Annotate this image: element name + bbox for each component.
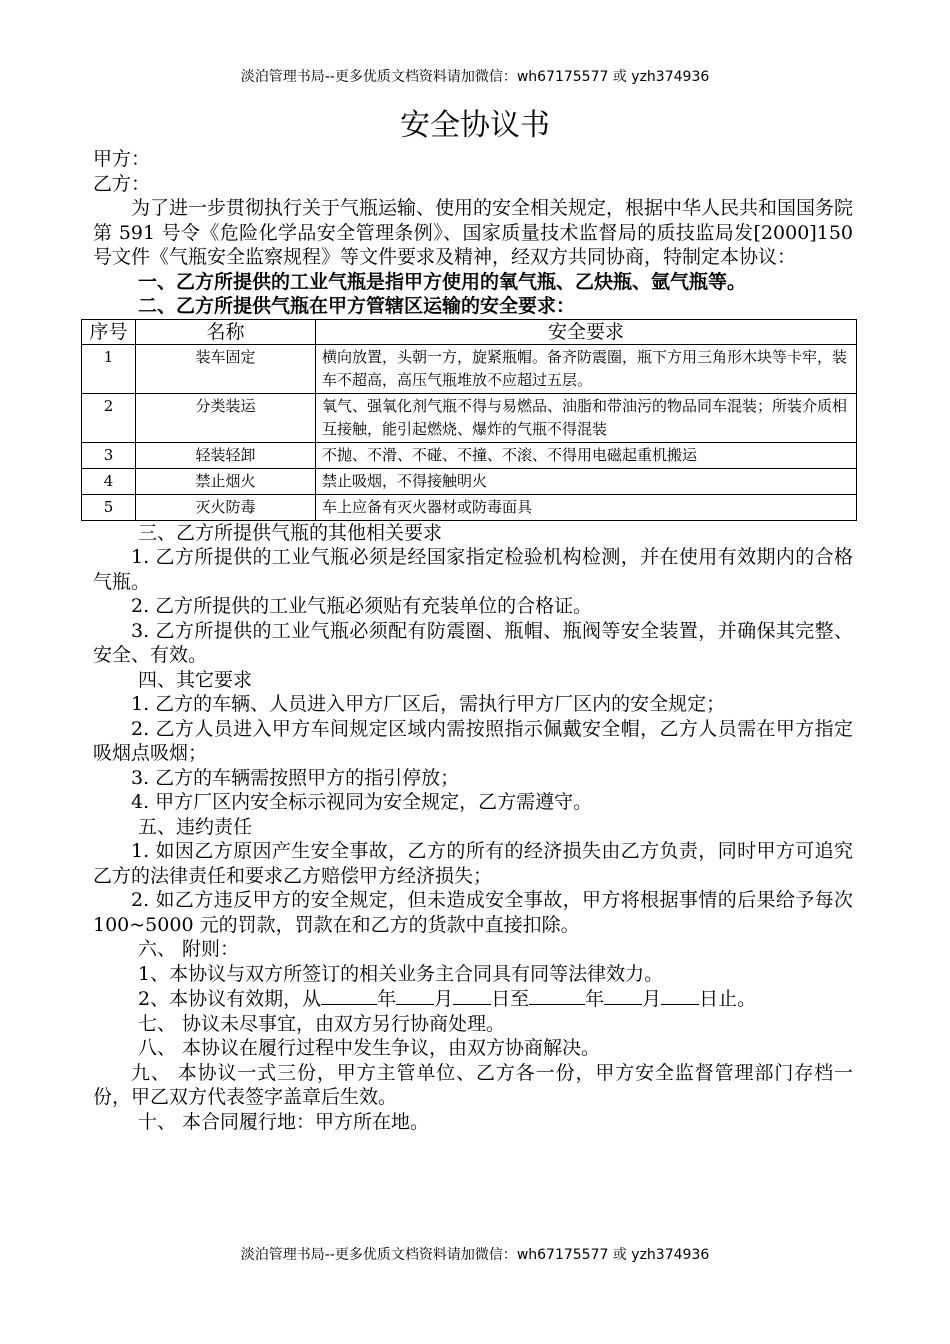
row-requirement: 横向放置，头朝一方，旋紧瓶帽。备齐防震圈，瓶下方用三角形木块等卡牢，装车不超高，高压气瓶堆放不应超过五层。 bbox=[316, 344, 857, 393]
row-requirement: 氧气、强氧化剂气瓶不得与易燃品、油脂和带油污的物品同车混装；所装介质相互接触，能引起燃烧、爆炸的气瓶不得混装 bbox=[316, 393, 857, 442]
row-name: 灭火防毒 bbox=[136, 494, 316, 520]
table-row bbox=[82, 468, 857, 494]
section-4-title: 四、其它要求 bbox=[138, 668, 253, 691]
validity-month-2: 月 bbox=[642, 988, 662, 1010]
section-6-item-1: 1、本协议与双方所签订的相关业务主合同具有同等法律效力。 bbox=[138, 962, 664, 985]
page-header: 淡泊管理书局--更多优质文档资料请加微信：wh67175577 或 yzh374936 bbox=[240, 69, 710, 85]
section-2: 二、乙方所提供气瓶在甲方管辖区运输的安全要求： bbox=[138, 295, 576, 317]
validity-prefix: 2、本协议有效期，从 bbox=[138, 988, 322, 1010]
section-8: 八、 本协议在履行过程中发生争议，由双方协商解决。 bbox=[138, 1037, 601, 1059]
table-row bbox=[82, 344, 857, 393]
section-4-item: 2. 乙方人员进入甲方车间规定区域内需按照指示佩戴安全帽，乙方人员需在甲方指定吸烟点吸烟； bbox=[93, 717, 853, 764]
safety-requirements-table bbox=[81, 319, 857, 521]
row-no: 5 bbox=[82, 494, 136, 520]
row-name: 禁止烟火 bbox=[136, 468, 316, 494]
row-no: 1 bbox=[82, 344, 136, 393]
row-name: 装车固定 bbox=[136, 344, 316, 393]
row-requirement: 车上应备有灭火器材或防毒面具 bbox=[316, 494, 857, 520]
section-3-item: 1. 乙方所提供的工业气瓶必须是经国家指定检验机构检测，并在使用有效期内的合格气瓶。 bbox=[93, 546, 853, 593]
party-b-label: 乙方： bbox=[93, 172, 151, 195]
section-10: 十、 本合同履行地：甲方所在地。 bbox=[138, 1110, 430, 1133]
table-row bbox=[82, 442, 857, 468]
blank-field[interactable] bbox=[604, 986, 642, 1005]
section-9: 九、 本协议一式三份，甲方主管单位、乙方各一份，甲方安全监督管理部门存档一份，甲乙双方代表签字盖章后生效。 bbox=[93, 1061, 853, 1108]
party-a-label: 甲方： bbox=[93, 148, 151, 170]
intro-paragraph: 为了进一步贯彻执行关于气瓶运输、使用的安全相关规定，根据中华人民共和国国务院第 591 号令《危险化学品安全管理条例》、国家质量技术监督局的质技监局发[2000]150 号文件《气瓶安全监察规程》等文件要求及精神，经双方共同协商，特制定本协议： bbox=[93, 197, 854, 268]
blank-field[interactable] bbox=[321, 986, 377, 1005]
row-no: 2 bbox=[82, 393, 136, 442]
row-requirement: 禁止吸烟，不得接触明火 bbox=[316, 468, 857, 494]
row-name: 轻装轻卸 bbox=[136, 442, 316, 468]
section-4-item: 3. 乙方的车辆需按照甲方的指引停放； bbox=[131, 766, 460, 789]
blank-field[interactable] bbox=[396, 986, 434, 1005]
page-footer: 淡泊管理书局--更多优质文档资料请加微信：wh67175577 或 yzh374936 bbox=[240, 1247, 710, 1263]
row-no: 3 bbox=[82, 442, 136, 468]
row-name: 分类装运 bbox=[136, 393, 316, 442]
table-row bbox=[82, 494, 857, 520]
row-no: 4 bbox=[82, 468, 136, 494]
validity-day-2: 日止。 bbox=[699, 988, 757, 1010]
header-name: 名称 bbox=[136, 319, 316, 344]
header-requirement: 安全要求 bbox=[316, 319, 857, 344]
row-requirement: 不抛、不滑、不碰、不撞、不滚、不得用电磁起重机搬运 bbox=[316, 442, 857, 468]
validity-month-1: 月 bbox=[434, 988, 454, 1010]
blank-field[interactable] bbox=[661, 986, 699, 1005]
validity-day-1: 日至 bbox=[491, 988, 530, 1010]
table-header-row bbox=[82, 319, 857, 344]
section-1: 一、乙方所提供的工业气瓶是指甲方使用的氧气瓶、乙炔瓶、氩气瓶等。 bbox=[138, 270, 747, 293]
blank-field[interactable] bbox=[529, 986, 585, 1005]
section-5-item: 2. 如乙方违反甲方的安全规定，但未造成安全事故，甲方将根据事情的后果给予每次 100~5000 元的罚款，罚款在和乙方的货款中直接扣除。 bbox=[93, 889, 853, 936]
section-4-item: 1. 乙方的车辆、人员进入甲方厂区后，需执行甲方厂区内的安全规定； bbox=[131, 693, 726, 715]
section-5-title: 五、违约责任 bbox=[138, 815, 253, 838]
header-no: 序号 bbox=[82, 319, 136, 344]
section-5-item: 1. 如因乙方原因产生安全事故，乙方的所有的经济损失由乙方负责，同时甲方可追究乙方的法律责任和要求乙方赔偿甲方经济损失； bbox=[93, 840, 853, 887]
document-body bbox=[89, 147, 854, 1134]
document-title: 安全协议书 bbox=[400, 108, 550, 143]
section-7: 七、 协议未尽事宜，由双方另行协商处理。 bbox=[138, 1012, 506, 1035]
section-6-item-2 bbox=[93, 986, 853, 1012]
section-4-item: 4. 甲方厂区内安全标示视同为安全规定，乙方需遵守。 bbox=[131, 791, 593, 813]
section-6-title: 六、 附则： bbox=[138, 938, 240, 960]
table-row bbox=[82, 393, 857, 442]
validity-year-1: 年 bbox=[377, 988, 397, 1010]
section-3-item: 2. 乙方所提供的工业气瓶必须贴有充装单位的合格证。 bbox=[131, 595, 593, 617]
section-3-item: 3. 乙方所提供的工业气瓶必须配有防震圈、瓶帽、瓶阀等安全装置，并确保其完整、安全、有效。 bbox=[93, 619, 853, 666]
blank-field[interactable] bbox=[453, 986, 491, 1005]
section-3-title: 三、乙方所提供气瓶的其他相关要求 bbox=[138, 521, 443, 544]
validity-year-2: 年 bbox=[585, 988, 605, 1010]
